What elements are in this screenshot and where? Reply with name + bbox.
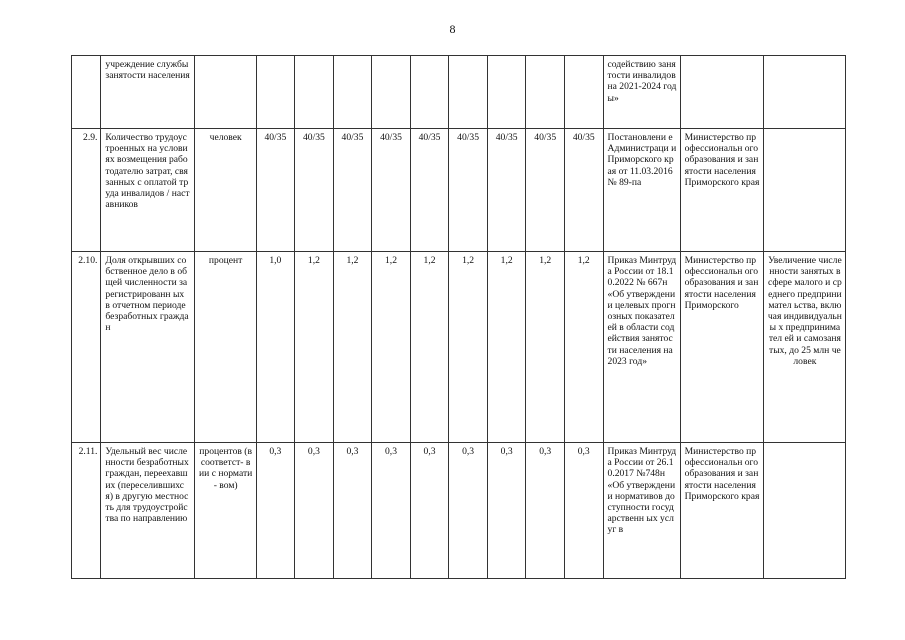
row-number-cell: 2.10. xyxy=(72,252,101,443)
value-cell: 0,3 xyxy=(526,443,565,579)
value-cell xyxy=(487,56,526,129)
unit-cell: процентов (в соответст- вии с нормати- вом) xyxy=(194,443,256,579)
value-cell: 0,3 xyxy=(564,443,603,579)
value-cell: 1,2 xyxy=(333,252,372,443)
unit-cell xyxy=(194,56,256,129)
value-cell: 40/35 xyxy=(295,129,334,252)
value-cell: 0,3 xyxy=(487,443,526,579)
indicator-name-cell: Количество трудоустроенных на условиях возмещения работодателю затрат, связанных с оплатой труда инвалидов / наставников xyxy=(101,129,194,252)
value-cell: 1,2 xyxy=(487,252,526,443)
table-row xyxy=(72,56,846,129)
indicators-table xyxy=(71,55,846,579)
note-cell xyxy=(763,129,845,252)
indicator-name-cell: Удельный вес численности безработных граждан, переехавших (переселившихся) в другую местность для трудоустройства по направлению xyxy=(101,443,194,579)
value-cell xyxy=(256,56,295,129)
unit-cell: человек xyxy=(194,129,256,252)
value-cell: 1,2 xyxy=(295,252,334,443)
value-cell xyxy=(410,56,449,129)
table-row xyxy=(72,252,846,443)
value-cell xyxy=(333,56,372,129)
responsible-org-cell xyxy=(680,56,763,129)
value-cell xyxy=(564,56,603,129)
value-cell: 0,3 xyxy=(449,443,488,579)
value-cell: 40/35 xyxy=(526,129,565,252)
value-cell: 40/35 xyxy=(564,129,603,252)
note-cell xyxy=(763,443,845,579)
value-cell: 40/35 xyxy=(449,129,488,252)
row-number-cell: 2.11. xyxy=(72,443,101,579)
document-cell: Постановлени е Администраци и Приморского края от 11.03.2016 № 89-па xyxy=(603,129,680,252)
responsible-org-cell: Министерство профессиональн ого образования и занятости населения Приморского края xyxy=(680,129,763,252)
note-cell: Увеличение численности занятых в сфере малого и среднего предпринимател ьства, включая индивидуальны х предпринимател ей и самозанятых, до 25 млн человек xyxy=(763,252,845,443)
indicator-name-cell: учреждение службы занятости населения xyxy=(101,56,194,129)
value-cell: 0,3 xyxy=(333,443,372,579)
value-cell: 40/35 xyxy=(333,129,372,252)
value-cell: 1,0 xyxy=(256,252,295,443)
value-cell: 40/35 xyxy=(372,129,411,252)
value-cell: 40/35 xyxy=(256,129,295,252)
value-cell: 1,2 xyxy=(372,252,411,443)
responsible-org-cell: Министерство профессиональн ого образования и занятости населения Приморского xyxy=(680,252,763,443)
value-cell xyxy=(449,56,488,129)
value-cell: 40/35 xyxy=(410,129,449,252)
value-cell xyxy=(295,56,334,129)
table-row xyxy=(72,129,846,252)
page-number: 8 xyxy=(449,22,456,36)
value-cell: 40/35 xyxy=(487,129,526,252)
value-cell: 1,2 xyxy=(564,252,603,443)
document-cell: содействию занятости инвалидов на 2021-2024 годы» xyxy=(603,56,680,129)
value-cell: 0,3 xyxy=(256,443,295,579)
value-cell: 1,2 xyxy=(410,252,449,443)
document-cell: Приказ Минтруда России от 26.10.2017 №748н «Об утверждении нормативов доступности государственн ых услуг в xyxy=(603,443,680,579)
value-cell xyxy=(526,56,565,129)
value-cell xyxy=(372,56,411,129)
table-row xyxy=(72,443,846,579)
value-cell: 0,3 xyxy=(372,443,411,579)
document-cell: Приказ Минтруда России от 18.10.2022 № 667н «Об утверждении целевых прогнозных показателей в области содействия занятости населения на 2023 год» xyxy=(603,252,680,443)
value-cell: 1,2 xyxy=(449,252,488,443)
value-cell: 1,2 xyxy=(526,252,565,443)
value-cell: 0,3 xyxy=(410,443,449,579)
value-cell: 0,3 xyxy=(295,443,334,579)
responsible-org-cell: Министерство профессиональн ого образования и занятости населения Приморского края xyxy=(680,443,763,579)
row-number-cell xyxy=(72,56,101,129)
indicator-name-cell: Доля открывших собственное дело в общей численности зарегистрированн ых в отчетном периоде безработных граждан xyxy=(101,252,194,443)
unit-cell: процент xyxy=(194,252,256,443)
note-cell xyxy=(763,56,845,129)
row-number-cell: 2.9. xyxy=(72,129,101,252)
